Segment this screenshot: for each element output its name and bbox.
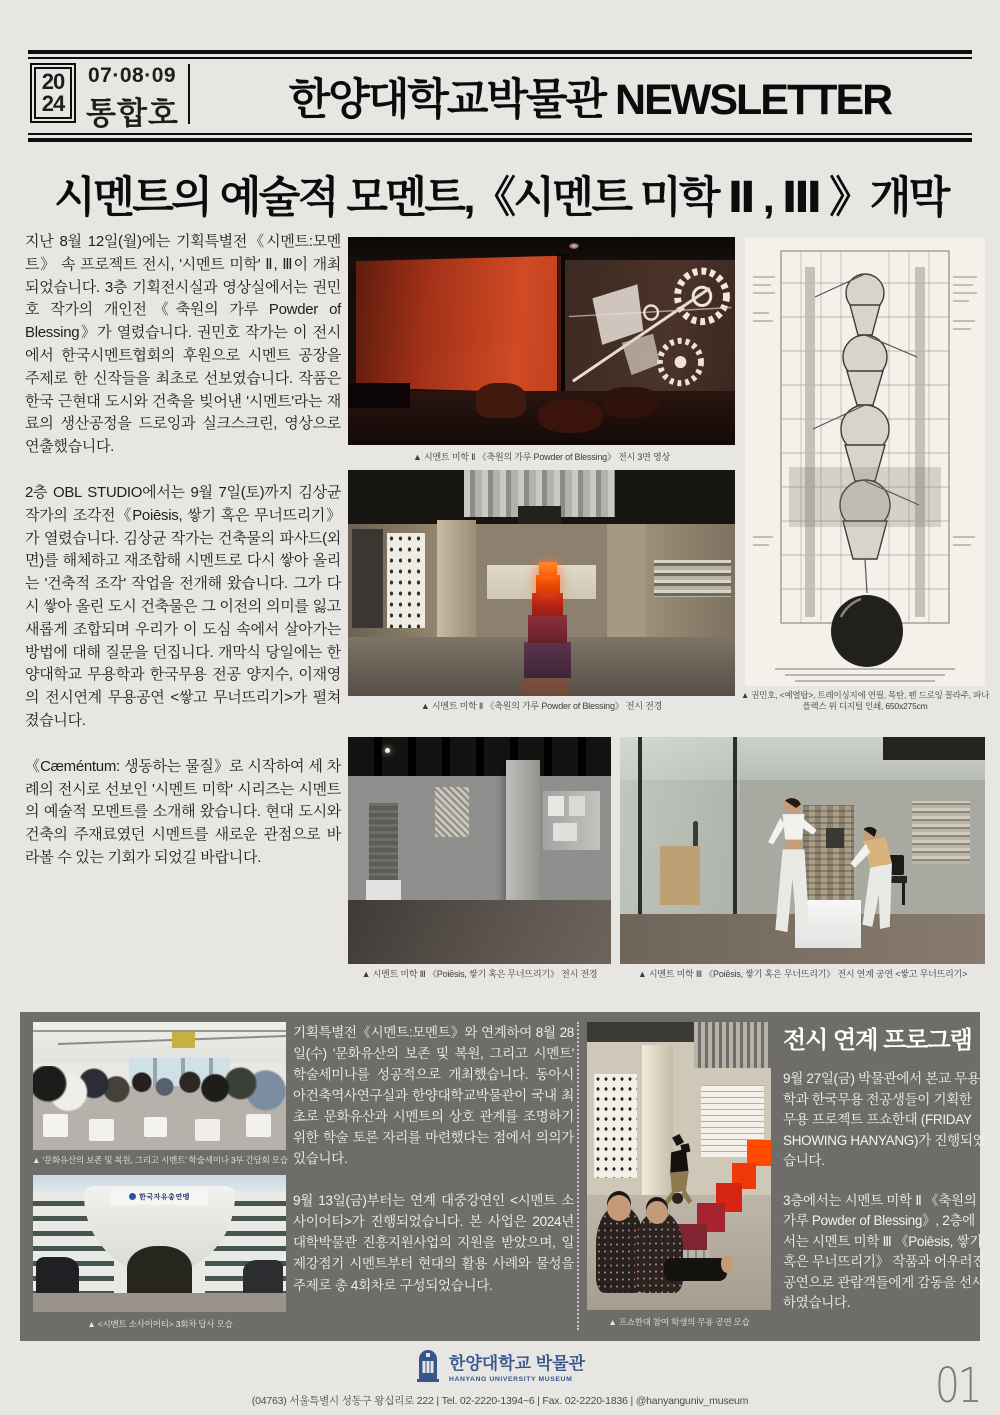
photo2-cube-red: [532, 593, 563, 616]
photo2-cube-orange: [536, 575, 561, 594]
fsh-bare-feet: [721, 1255, 734, 1272]
photo-field-trip: [33, 1175, 286, 1312]
photo2-left-column: [437, 520, 476, 651]
program-sidebar-paragraph-1: 9월 27일(금) 박물관에서 본교 무용학과 한국무용 전공생들이 기획한 무용 프로젝트 프쇼한대 (FRIDAY SHOWING HANYANG)가 진행되었습니다.: [783, 1071, 986, 1169]
caption-friday-showing: ▲ 프쇼한대 참여 학생의 무용 공연 모습: [608, 1317, 750, 1327]
photo1-projector-light: [569, 243, 579, 249]
seminar-pipe-1: [33, 1030, 286, 1032]
photo1-red-projection-wall: [356, 256, 561, 393]
top-rule-thick: [28, 50, 972, 54]
fsh-ceiling-drawing: [694, 1022, 771, 1068]
program-paragraph-1: 기획특별전《시멘트:모멘트》와 연계하여 8월 28일(수) '문화유산의 보존 및 복원, 그리고 시멘트' 학술세미나를 성공적으로 개최했습니다. 동아시아건축역사연구실과 한양대학교박물관이 국내 최초로 문화유산과 시멘트의 상호 관계를 조명하기 위한 학술 토론 자리를 마련했다는 점에서 의의가 있습니다.: [293, 1025, 574, 1167]
photo2-right-column: [607, 520, 646, 651]
photo-projection-room: [348, 237, 735, 445]
top-rule-thin: [28, 57, 972, 59]
trip-sign-text: 한국자유총연맹: [139, 1193, 190, 1201]
photo5-dancer-right: [846, 805, 912, 946]
issue-label: 통합호: [86, 96, 179, 131]
gear-small-hub: [674, 356, 686, 368]
hs-pants: [670, 1149, 688, 1175]
article-paragraph-3: 《Cæméntum: 생동하는 물질》로 시작하여 세 차례의 전시로 선보인 '시멘트 미학' 시리즈는 시멘트의 예술적 모멘트를 소개해 왔습니다. 현대 도시와 건축의 주재료였던 시멘트를 새로운 관점으로 바라볼 수 있는 기회가 되었길 바랍니다.: [25, 757, 341, 866]
trip-sign-emblem-icon: [129, 1193, 136, 1200]
trip-ground: [33, 1293, 286, 1312]
dancer1-arm-back: [768, 818, 785, 845]
seminar-chair-1: [43, 1114, 68, 1137]
preheater-tower-sketch: [745, 237, 985, 686]
trip-sign-band: [111, 1189, 207, 1205]
program-paragraph-2: 9월 13일(금)부터는 연계 대중강연인 <시멘트 소사이어티>가 진행되었습니다. 본 사업은 2024년 대학박물관 진흥지원사업의 지원을 받았으며, 일제강점기 시멘트부터 현대의 활용 사례와 물성을 주제로 총 4회차로 구성되었습니다.: [293, 1193, 574, 1293]
year-bottom: 24: [41, 91, 65, 116]
program-text-column: [293, 1022, 574, 1317]
photo2-banner-artwork: [654, 560, 731, 596]
footer-logo-english: HANYANG UNIVERSITY MUSEUM: [448, 1376, 573, 1383]
photo1-foreground-plinth: [348, 383, 410, 408]
photo4-sculpture-slab: [369, 803, 398, 880]
page-number: 01: [934, 1358, 980, 1414]
photo1-gear-drawing: [565, 260, 735, 401]
photo-poiesis-view: [348, 737, 611, 964]
year-box: [30, 63, 76, 123]
building-pillar-3: [430, 1361, 433, 1373]
photo1-stool-3: [603, 387, 657, 418]
caption-field-trip: ▲ <시멘트 소사이어티> 3회차 답사 모습: [87, 1319, 233, 1329]
building-window: [426, 1353, 430, 1357]
masthead-divider: [188, 64, 190, 124]
photo4-wall-artwork: [435, 787, 469, 837]
building-pillar-1: [422, 1361, 425, 1373]
footer-logo: [0, 1349, 1000, 1383]
article-headline: 시멘트의 예술적 모멘트,《시멘트 미학 Ⅱ , Ⅲ 》개막: [54, 174, 948, 222]
mid-rule-thin: [28, 133, 972, 135]
newsletter-title: 한양대학교박물관 NEWSLETTER: [288, 76, 892, 124]
building-base: [417, 1379, 439, 1382]
photo5-wood-stool: [660, 846, 700, 905]
fsh-cube-1: [747, 1140, 771, 1166]
photo-poiesis-performance: [620, 737, 985, 964]
fsh-extended-leg: [664, 1258, 727, 1281]
issue-months: 07·08·09: [88, 64, 177, 87]
program-sidebar: [783, 1020, 986, 1333]
dotted-divider: [577, 1022, 579, 1330]
photo-seminar: [33, 1022, 286, 1150]
caption-seminar: ▲ '문화유산의 보존 및 복원, 그리고 시멘트' 학술세미나 3부 간담회 모습: [32, 1155, 288, 1165]
article-paragraph-1: 지난 8월 12일(월)에는 기획특별전《시멘트:모멘트》 속 프로젝트 전시, '시멘트 미학' Ⅱ, Ⅲ이 개최되었습니다. 3층 기획전시실과 영상실에서는 권민호 작가의 개인전《축원의 가루 Powder of Blessing》가 열렸습니다. 권민호 작가는 이 전시에서 한국시멘트협회의 후원으로 시멘트 공장을 주제로 한 신작들을 최초로 선보였습니다. 작품은 한국 근현대 도시와 건축을 빚어낸 '시멘트'라는 재료의 생산공정을 드로잉과 실크스크린, 영상으로 연출했습니다.: [25, 233, 341, 456]
fsh-dancer2-head: [646, 1201, 668, 1224]
seminar-chair-3: [144, 1117, 167, 1137]
photo-preheater-drawing: [745, 237, 985, 686]
photo4-frame-3: [553, 823, 577, 841]
hs-torso: [670, 1171, 688, 1193]
base-hatch: [775, 669, 955, 681]
photo2-dark-panel-artwork: [352, 529, 383, 628]
side-pipe-left: [805, 267, 815, 617]
article-paragraph-2: 2층 OBL STUDIO에서는 9월 7일(토)까지 김상균 작가의 조각전《Poiēsis, 쌓기 혹은 무너뜨리기》가 열렸습니다. 김상균 작가는 건축물의 파사드(외면)를 해체하고 재조합해 시멘트로 다시 쌓아 올리는 '건축적 조각' 작업을 전개해 왔습니다. 그가 다시 쌓아 올린 도시 건축물은 그 이전의 의미를 잃고 새롭게 조합되며 우리가 이 도심 속에서 살아가는 방법에 대해 질문을 던집니다. 개막식 당일에는 한양대학교 무용학과 한국무용 전공 양지수, 이재영의 전시연계 무용공연 <쌓고 무너뜨리기>가 펼쳐졌습니다.: [25, 483, 341, 729]
mid-rule-thick: [28, 138, 972, 142]
footer-logo-korean: 한양대학교 박물관: [448, 1354, 586, 1373]
photo5-mosaic-artwork: [912, 801, 970, 865]
caption-preheater: ▲ 권민호, <예열탑>, 트레이싱지에 연필, 목탄, 펜 드로잉 꼴라주, 파나플렉스 위 디지털 인쇄, 650x275cm: [740, 690, 990, 712]
trip-car-left: [36, 1257, 79, 1293]
dark-sphere: [831, 595, 903, 667]
dancer2-pants: [863, 863, 893, 929]
photo2-cube-top-glow: [539, 562, 557, 577]
year-box-inner: [34, 67, 72, 119]
photo4-frame-1: [548, 796, 564, 816]
hs-foot-1: [672, 1134, 684, 1146]
photo2-cube-maroon: [528, 615, 567, 643]
caption-video-wall: ▲ 시멘트 미학 Ⅱ 《축원의 가루 Powder of Blessing》 전시 3면 영상: [413, 452, 670, 462]
side-pipe-right: [915, 267, 925, 617]
photo4-dark-ceiling: [348, 737, 611, 776]
photo5-dancer-left: [751, 787, 824, 946]
dancer1-midriff: [785, 840, 802, 850]
photo1-stool-2: [538, 399, 604, 432]
seminar-chair-5: [246, 1114, 271, 1137]
fsh-dancer1-head: [607, 1195, 631, 1221]
caption-poiesis-view: ▲ 시멘트 미학 Ⅲ 《Poiēsis, 쌓기 혹은 무너뜨리기》 전시 전경: [361, 969, 598, 979]
caption-poiesis-performance: ▲ 시멘트 미학 Ⅲ 《Poiēsis, 쌓기 혹은 무너뜨리기》 전시 연계 공연 <쌓고 무너뜨리기>: [637, 969, 968, 979]
photo5-block-niche: [826, 828, 844, 848]
year-top: 20: [41, 68, 65, 94]
photo4-concrete-column: [506, 760, 540, 905]
white-patch-2: [621, 334, 659, 375]
program-sidebar-paragraph-2: 3층에서는 시멘트 미학 Ⅱ 《축원의 가루 Powder of Blessing》, 2층에서는 시멘트 미학 Ⅲ 《Poiēsis, 쌓기 혹은 무너뜨리기》 작품과 어우러진 공연으로 관람객들에게 감동을 선사하였습니다.: [783, 1192, 985, 1311]
building-pillar-2: [426, 1361, 429, 1373]
photo1-right-wall: [565, 260, 735, 401]
photo2-cube-front-purple: [524, 642, 570, 678]
guide-line: [569, 307, 731, 316]
white-patch-1: [592, 284, 643, 345]
shade-band: [789, 467, 941, 527]
photo5-ceiling-corner: [883, 737, 985, 760]
program-panel: [20, 1012, 986, 1341]
trip-car-right: [243, 1260, 283, 1293]
footer-logo-text: [449, 1349, 585, 1383]
photo-friday-showing: [587, 1022, 771, 1310]
museum-building-icon: [415, 1349, 441, 1383]
caption-powder-view: ▲ 시멘트 미학 Ⅱ 《축원의 가루 Powder of Blessing》 전시 전경: [420, 701, 663, 711]
photo-powder-exhibition-view: [348, 470, 735, 696]
footer-address: (04763) 서울특별시 성동구 왕십리로 222 | Tel. 02-2220-1394~6 | Fax. 02-2220-1836 | @hanyanguniv_museum: [251, 1395, 749, 1407]
seminar-chair-4: [195, 1119, 220, 1141]
photo4-frame-2: [569, 796, 585, 816]
photo2-dotted-artwork: [387, 533, 426, 628]
gear-large: [677, 271, 726, 322]
photo4-floor: [348, 900, 611, 964]
seminar-chair-2: [89, 1119, 114, 1141]
photo2-floor-reflection: [522, 678, 568, 696]
photo1-stool-1: [476, 383, 526, 418]
article-body: [25, 231, 341, 893]
hs-head: [672, 1193, 683, 1204]
fsh-dotted-artwork: [594, 1074, 636, 1178]
dancer1-pants: [776, 849, 810, 932]
seminar-yellow-fixture: [172, 1032, 195, 1047]
program-sidebar-heading: 전시 연계 프로그램: [783, 1027, 972, 1054]
